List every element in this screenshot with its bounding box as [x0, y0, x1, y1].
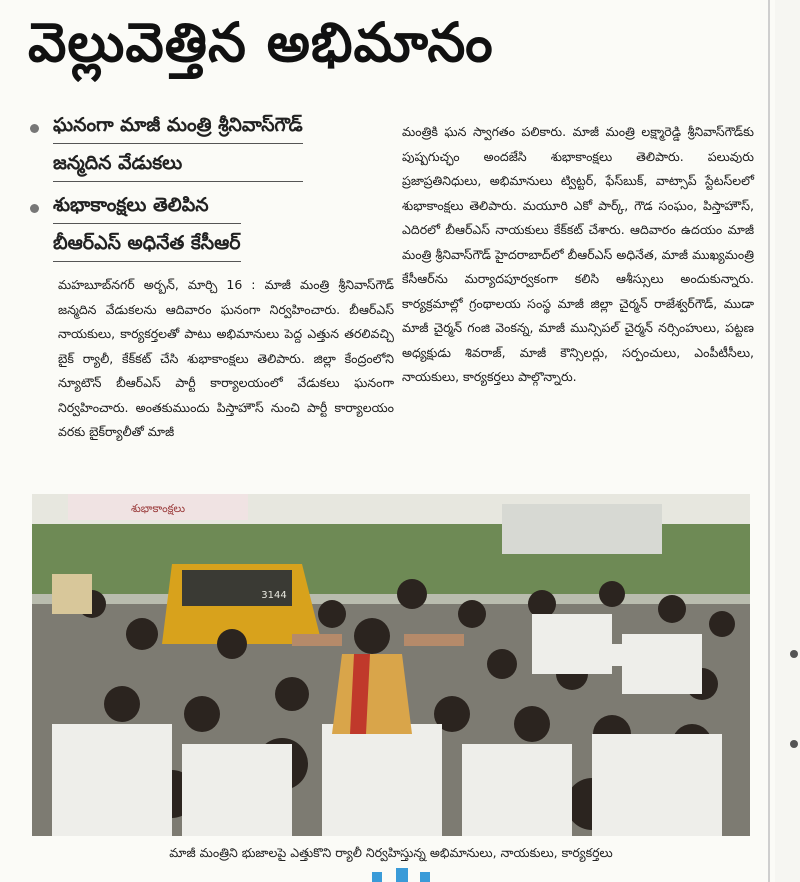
strip-bullet-icon	[790, 740, 798, 748]
dateline: మహబూబ్‌నగర్ అర్బన్, మార్చి 16 :	[58, 277, 256, 292]
rally-photo	[32, 494, 750, 836]
highlight-2	[30, 192, 380, 268]
photo-banner-text: శుభాకాంక్షలు	[130, 502, 186, 515]
page-decoration	[362, 866, 442, 882]
article-paragraph-left	[58, 273, 394, 445]
article-right-column	[402, 120, 754, 390]
bullet-dot-icon	[30, 204, 39, 213]
bullet-dot-icon	[30, 124, 39, 133]
highlights	[30, 112, 380, 272]
column-divider	[768, 0, 770, 882]
adjacent-page-strip	[775, 0, 800, 882]
article-body-right: మంత్రికి ఘన స్వాగతం పలికారు. మాజీ మంత్రి లక్ష్మారెడ్డి శ్రీనివాస్‌గౌడ్‌కు పుష్పగుచ్ఛం అందజేసి శుభాకాంక్షలు తెలిపారు. పలువురు ప్రజాప్రతినిధులు, అభిమానులు ట్విట్టర్, ఫేస్‌బుక్, వాట్సాప్ స్టేటస్‌లలో శుభాకాంక్షలు తెలిపారు. మయూరి ఎకో పార్క్, గౌడ సంఘం, పిస్తాహౌస్, ఎదిరలో బీఆర్‌ఎస్ నాయకులు కేక్‌కట్ చేశారు. ఆదివారం ఉదయం మాజీ మంత్రి శ్రీనివాస్‌గౌడ్ హైదరాబాద్‌లో బీఆర్‌ఎస్ అధినేత, మాజీ ముఖ్యమంత్రి కేసీఆర్‌ను మర్యాదపూర్వకంగా కలిసి ఆశీస్సులు అందుకున్నారు. కార్యక్రమాల్లో గ్రంథాలయ సంస్థ మాజీ జిల్లా చైర్మన్ రాజేశ్వర్‌గౌడ్, ముడా మాజీ చైర్మన్ గంజి వెంకన్న, మాజీ మున్సిపల్ చైర్మన్ నర్సింహులు, పట్టణ అధ్యక్షుడు శివరాజ్, మాజీ కౌన్సిలర్లు, సర్పంచులు, ఎంపీటీసీలు, నాయకులు, కార్యకర్తలు పాల్గొన్నారు.	[402, 124, 754, 384]
headline: వెల్లువెత్తిన అభిమానం	[28, 11, 494, 74]
highlight-2-line-1: శుభాకాంక్షలు తెలిపిన	[53, 192, 241, 224]
article-left-column	[58, 273, 394, 445]
highlight-1-line-2: జన్మదిన వేడుకలు	[53, 150, 303, 182]
highlight-1	[30, 112, 380, 188]
strip-bullet-icon	[790, 650, 798, 658]
highlight-1-line-1: ఘనంగా మాజీ మంత్రి శ్రీనివాస్‌గౌడ్	[53, 112, 303, 144]
photo-auto-number: 3144	[261, 590, 287, 601]
article-body-left: మాజీ మంత్రి శ్రీనివాస్‌గౌడ్ జన్మదిన వేడుకలను ఆదివారం ఘనంగా నిర్వహించారు. బీఆర్‌ఎస్ నాయకులు, కార్యకర్తలతో పాటు అభిమానులు పెద్ద ఎత్తున తరలివచ్చి బైక్ ర్యాలీ, కేక్‌కట్ చేసి శుభాకాంక్షలు తెలిపారు. జిల్లా కేంద్రంలోని న్యూటౌన్ బీఆర్‌ఎస్ పార్టీ కార్యాలయంలో వేడుకలు ఘనంగా నిర్వహించారు. అంతకుముందు పిస్తాహౌస్ నుంచి పార్టీ కార్యాలయం వరకు బైక్‌ర్యాలీతో మాజీ	[58, 277, 394, 439]
highlight-2-line-2: బీఆర్‌ఎస్ అధినేత కేసీఆర్	[53, 230, 241, 262]
photo-caption: మాజీ మంత్రిని భుజాలపై ఎత్తుకొని ర్యాలీ నిర్వహిస్తున్న అభిమానులు, నాయకులు, కార్యకర్తలు	[169, 845, 613, 860]
